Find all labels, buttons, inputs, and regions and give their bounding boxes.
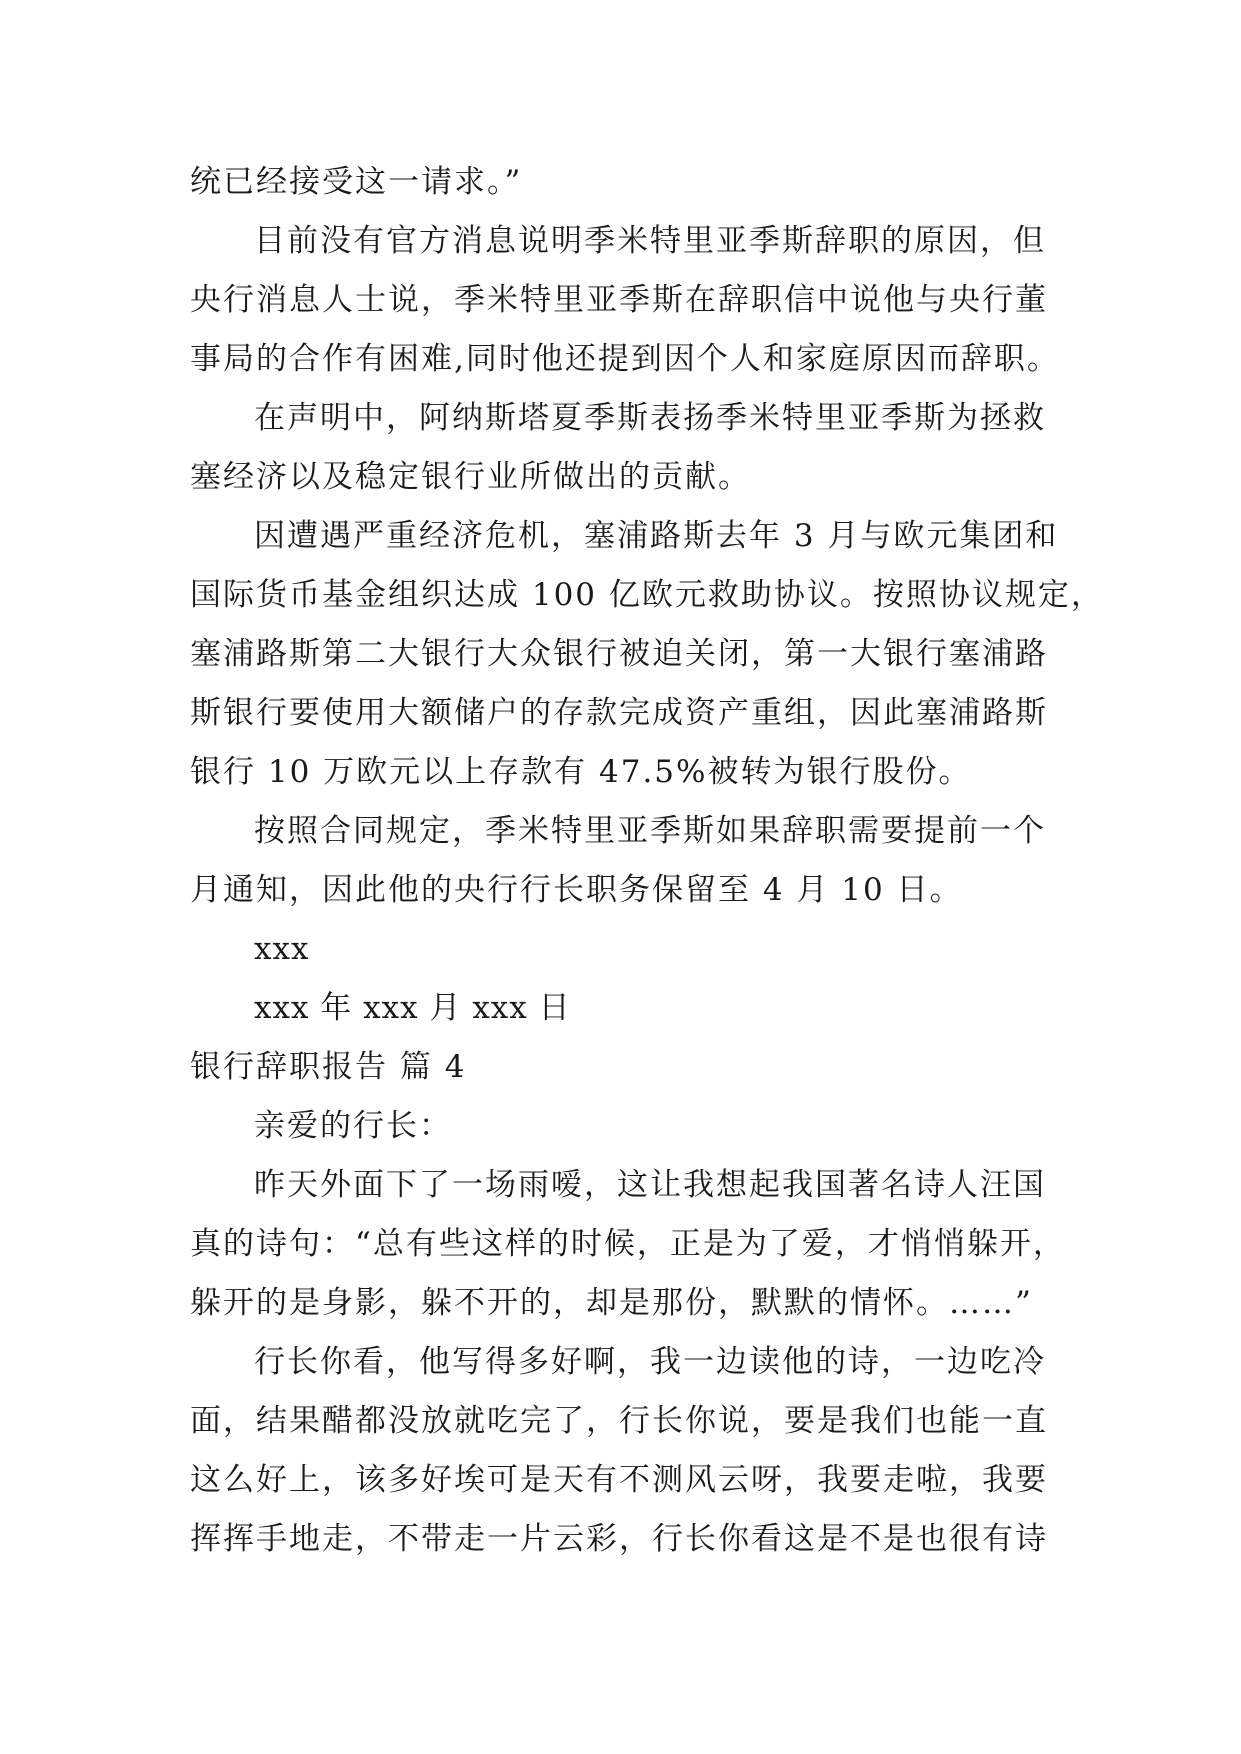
paragraph-start-line: 按照合同规定，季米特里亚季斯如果辞职需要提前一个: [254, 813, 1046, 849]
text-line: 挥挥手地走，不带走一片云彩，行长你看这是不是也很有诗: [190, 1521, 1048, 1557]
paragraph-start-line: 行长你看，他写得多好啊，我一边读他的诗，一边吃冷: [254, 1344, 1046, 1380]
text-line: 银行 10 万欧元以上存款有 47.5%被转为银行股份。: [190, 754, 972, 790]
text-line: 月通知，因此他的央行行长职务保留至 4 月 10 日。: [190, 872, 963, 908]
paragraph-start-line: 因遭遇严重经济危机，塞浦路斯去年 3 月与欧元集团和: [254, 518, 1059, 554]
section-heading: 银行辞职报告 篇 4: [190, 1049, 467, 1085]
text-line: 真的诗句：“总有些这样的时候，正是为了爱，才悄悄躲开，: [190, 1226, 1066, 1262]
text-line: 事局的合作有困难,同时他还提到因个人和家庭原因而辞职。: [190, 341, 1060, 377]
document-body: [190, 153, 1104, 1569]
text-line: 面，结果醋都没放就吃完了，行长你说，要是我们也能一直: [190, 1403, 1048, 1439]
text-line: 斯银行要使用大额储户的存款完成资产重组，因此塞浦路斯: [190, 695, 1048, 731]
paragraph-start-line: 昨天外面下了一场雨嗳，这让我想起我国著名诗人汪国: [254, 1167, 1046, 1203]
paragraph-start-line: 目前没有官方消息说明季米特里亚季斯辞职的原因，但: [254, 223, 1046, 259]
signature-name: xxx: [254, 931, 310, 967]
text-line: 这么好上，该多好埃可是天有不测风云呀，我要走啦，我要: [190, 1462, 1048, 1498]
paragraph-start-line: 在声明中，阿纳斯塔夏季斯表扬季米特里亚季斯为拯救: [254, 400, 1046, 436]
text-line: 国际货币基金组织达成 100 亿欧元救助协议。按照协议规定，: [190, 577, 1104, 613]
signature-date: xxx 年 xxx 月 xxx 日: [254, 990, 571, 1026]
salutation: 亲爱的行长：: [254, 1108, 452, 1144]
text-line: 央行消息人士说，季米特里亚季斯在辞职信中说他与央行董: [190, 282, 1048, 318]
text-line: 塞浦路斯第二大银行大众银行被迫关闭，第一大银行塞浦路: [190, 636, 1048, 672]
text-line: 统已经接受这一请求。”: [190, 164, 523, 200]
text-line: 塞经济以及稳定银行业所做出的贡献。: [190, 459, 751, 495]
text-line: 躲开的是身影，躲不开的，却是那份，默默的情怀。……”: [190, 1285, 1033, 1321]
